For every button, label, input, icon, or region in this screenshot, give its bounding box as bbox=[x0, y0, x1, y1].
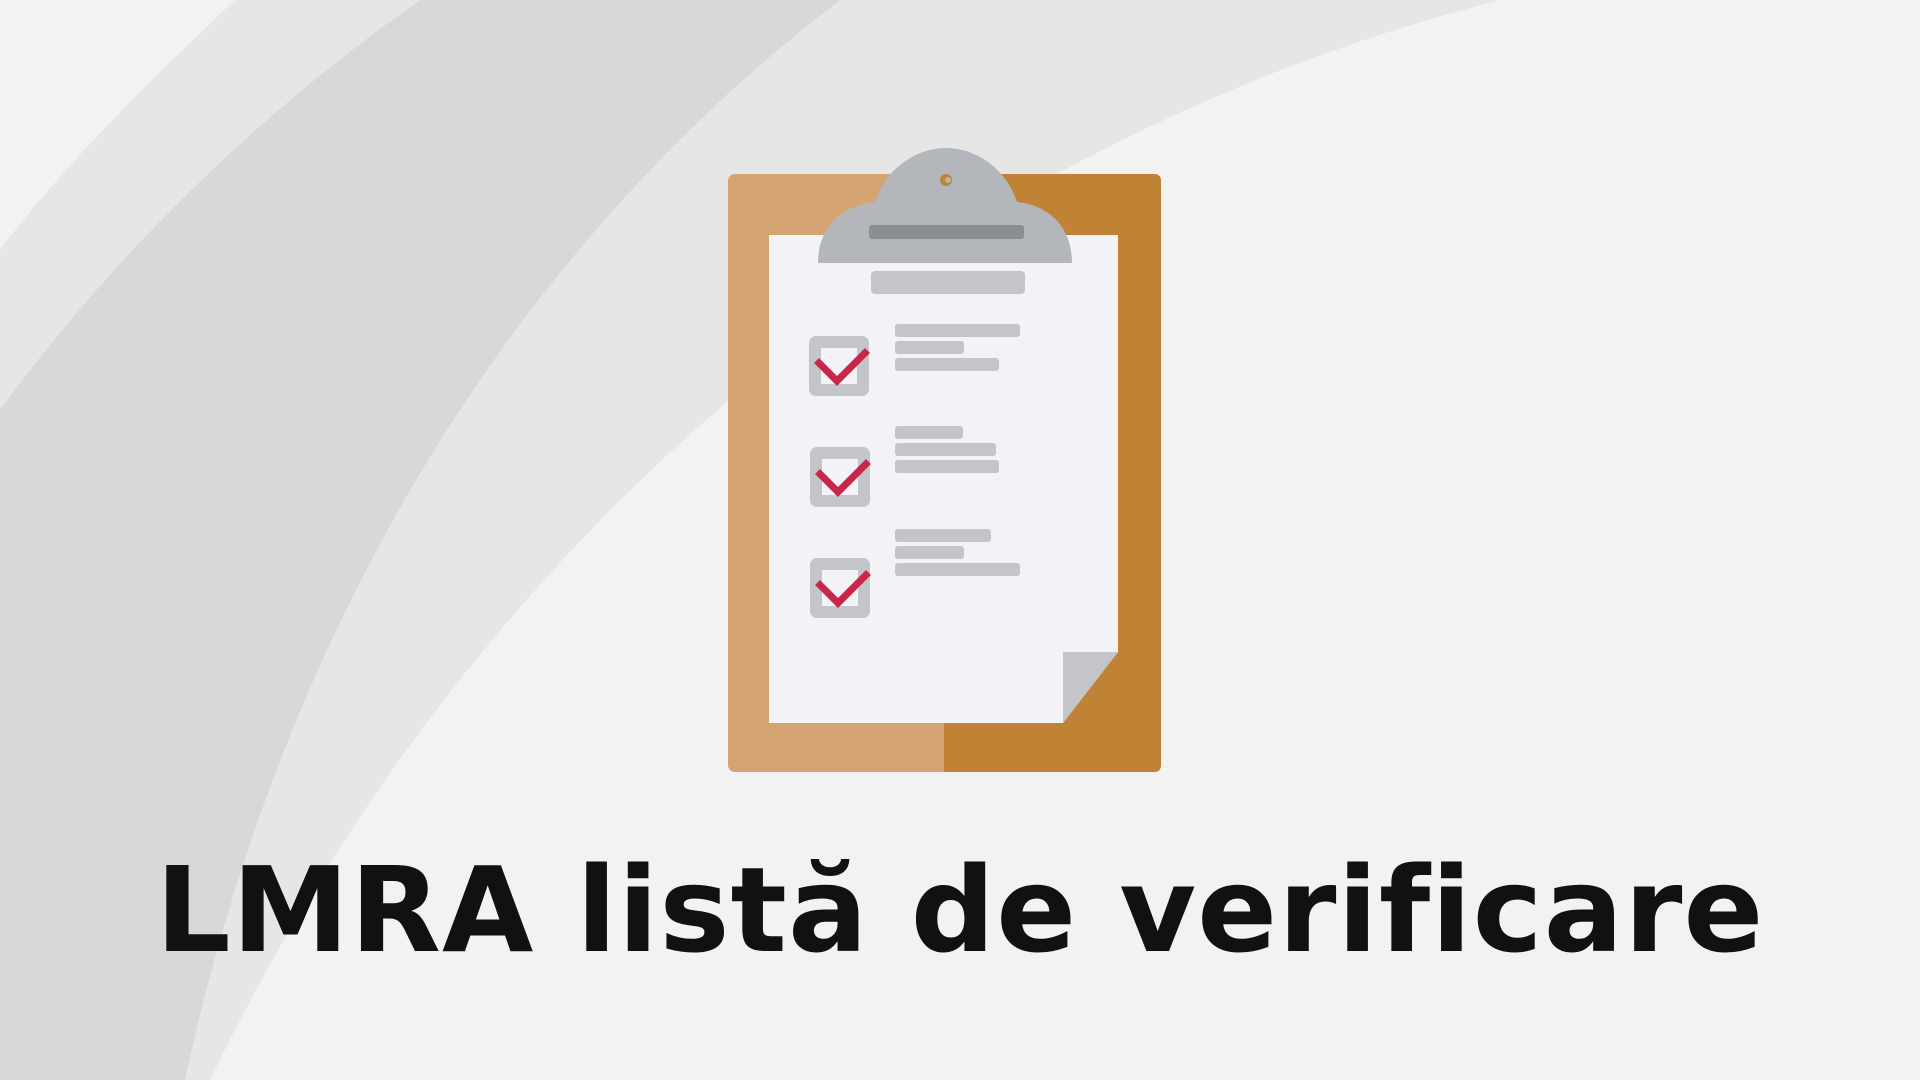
text-placeholder bbox=[895, 426, 963, 439]
text-placeholder bbox=[895, 529, 991, 542]
title-placeholder bbox=[871, 271, 1025, 294]
text-placeholder bbox=[895, 546, 964, 559]
page-title: LMRA listă de verificare bbox=[155, 841, 1765, 979]
text-placeholder bbox=[895, 324, 1020, 337]
text-placeholder bbox=[895, 460, 999, 473]
text-placeholder bbox=[895, 443, 996, 456]
text-placeholder bbox=[895, 341, 964, 354]
text-placeholder bbox=[895, 563, 1020, 576]
text-placeholder bbox=[895, 358, 999, 371]
